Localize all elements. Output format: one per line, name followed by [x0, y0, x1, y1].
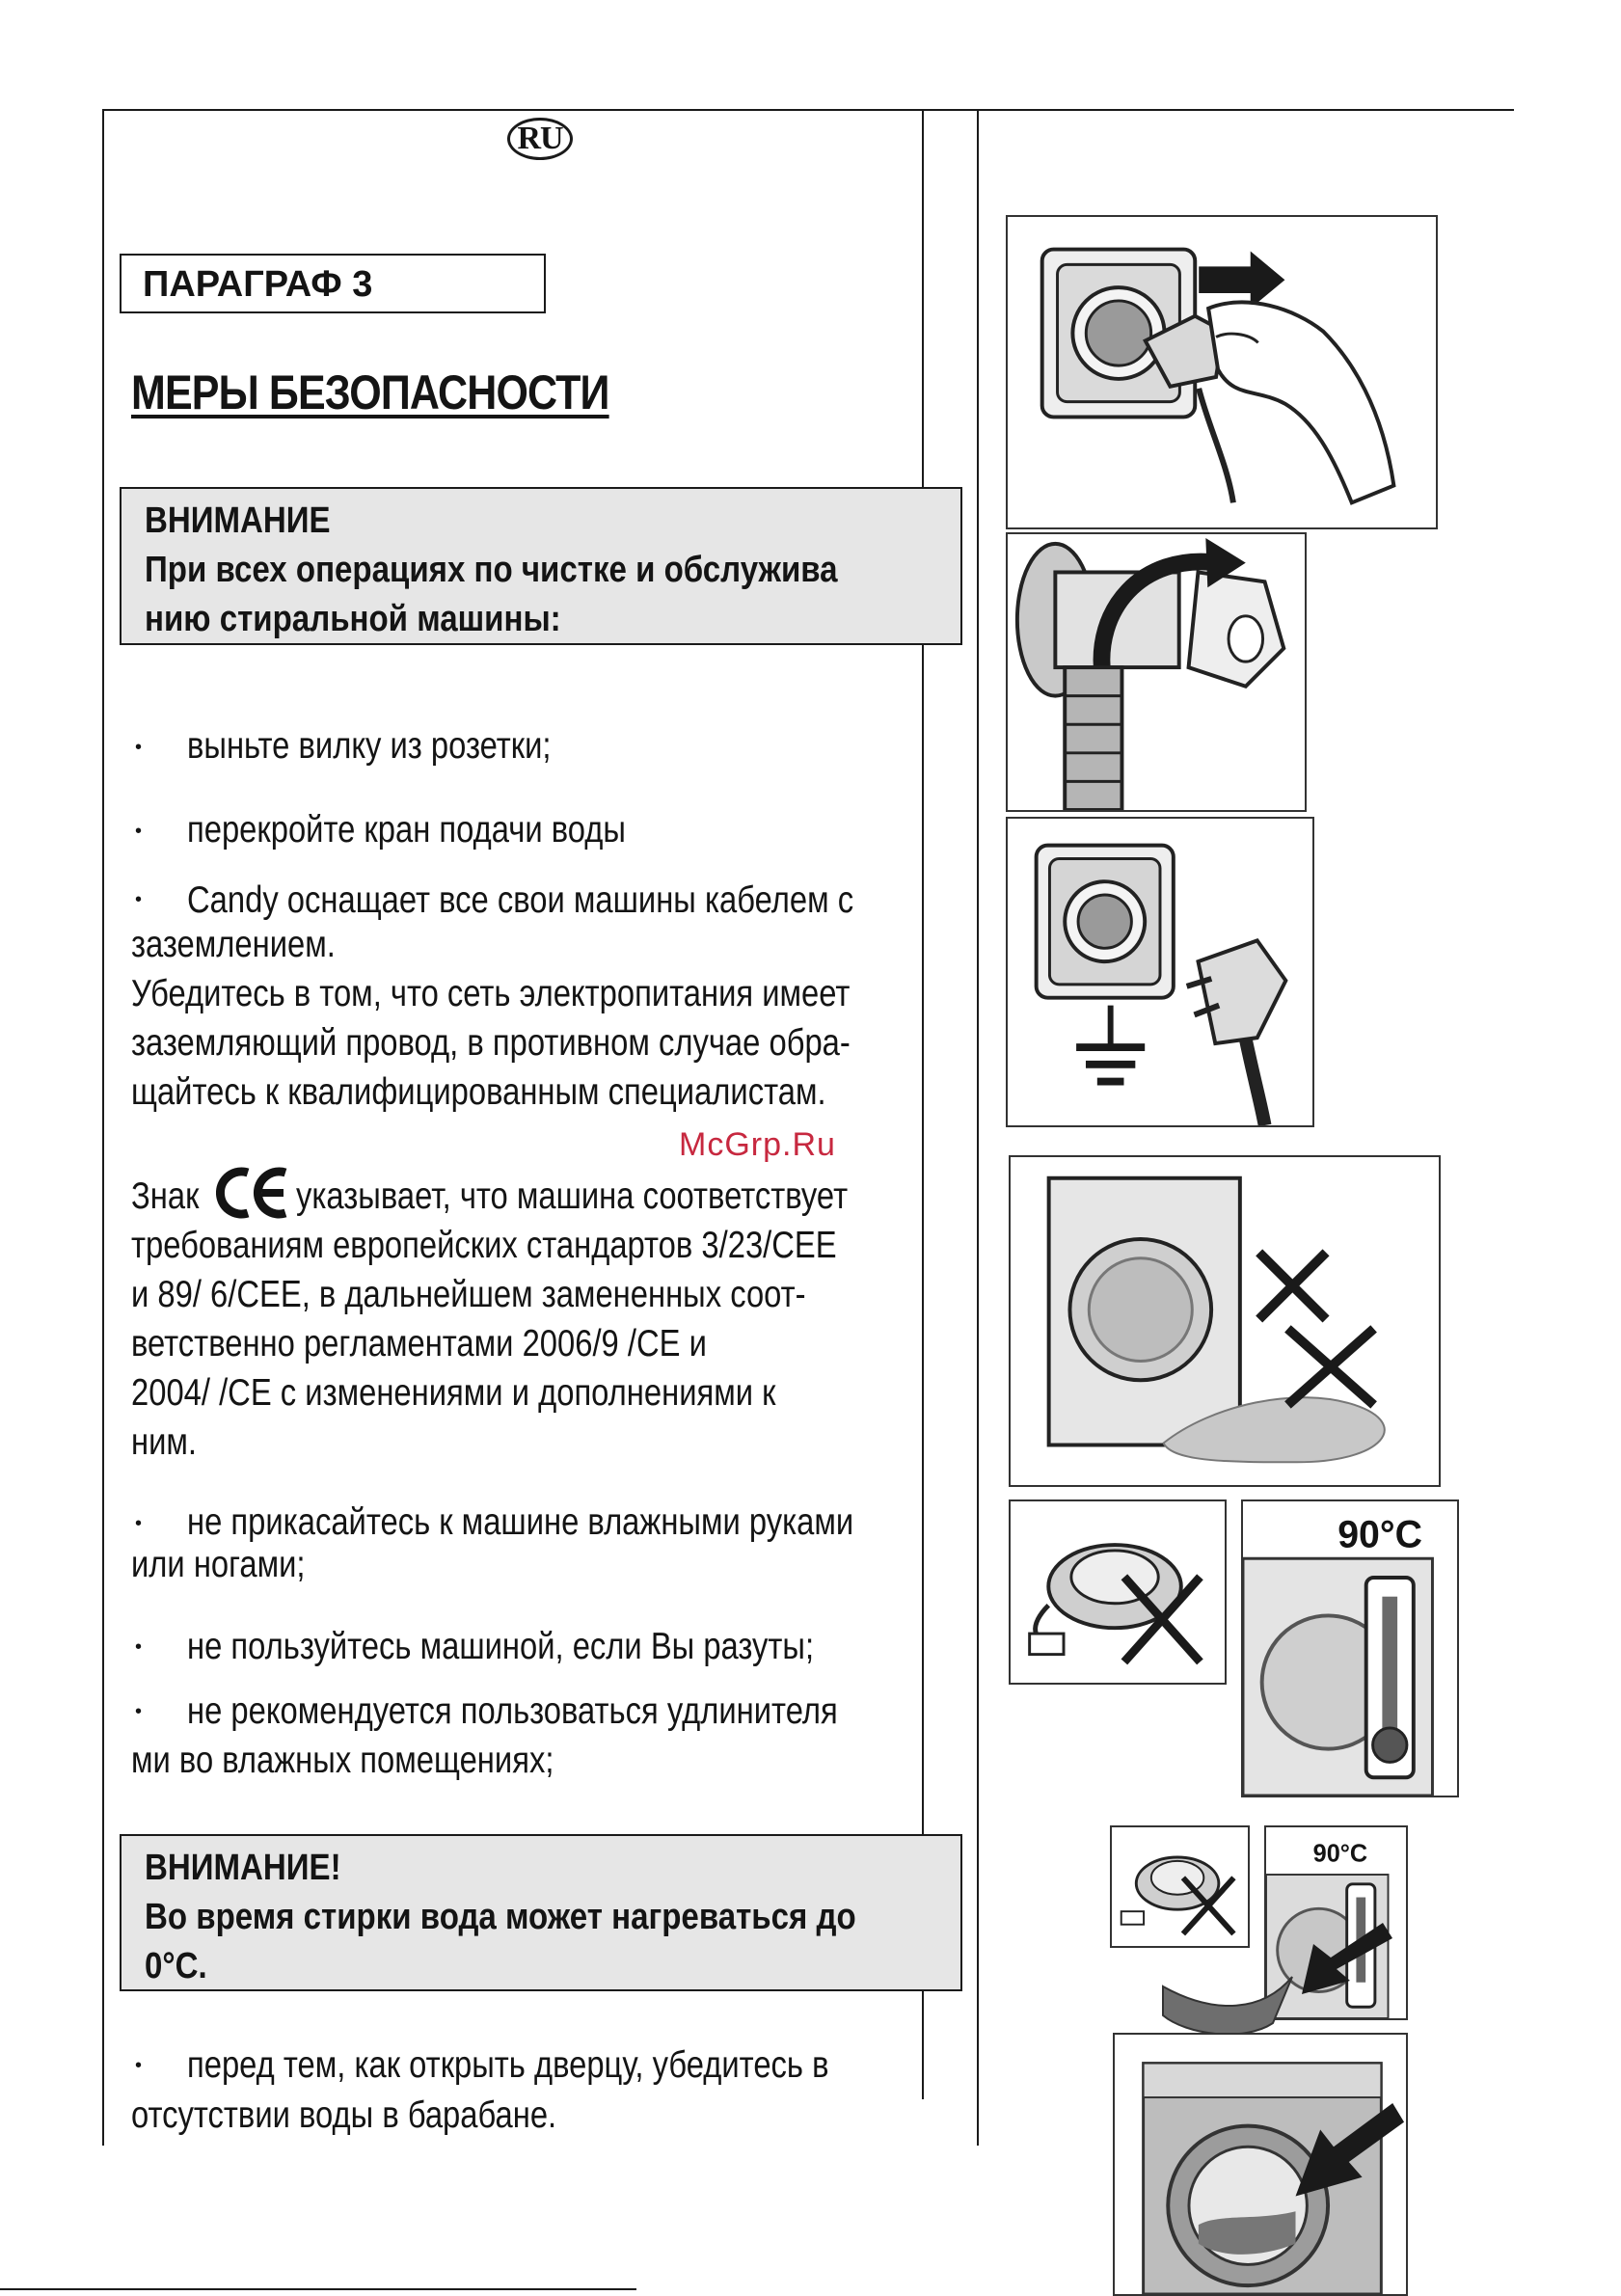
left-rule [102, 109, 104, 2146]
column-divider-left [922, 109, 924, 2099]
bullet-icon: • [135, 1513, 143, 1534]
ce-prefix: Знак [131, 1175, 200, 1217]
item-grounding-line: щайтесь к квалифицированным специалистам. [131, 1071, 826, 1113]
ce-mark-icon [216, 1163, 291, 1223]
illustration-no-extension-cord [1009, 1499, 1227, 1685]
temp-label-large: 90°C [1337, 1513, 1423, 1556]
bullet-icon: • [135, 821, 143, 842]
top-rule [102, 109, 1514, 111]
item-close-tap: перекройте кран подачи воды [187, 809, 626, 851]
bullet-icon: • [135, 1701, 143, 1722]
illustration-hot-water-90c [1241, 1499, 1459, 1797]
temp-label-small: 90°C [1312, 1840, 1368, 1868]
illustration-no-wet-floor [1009, 1155, 1441, 1487]
item-grounding-line: Убедитесь в том, что сеть электропитания имеет [131, 973, 851, 1014]
ce-text-line: указывает, что машина соответствует [296, 1175, 849, 1217]
illustration-unplug [1006, 215, 1438, 529]
illustration-water-tap [1006, 532, 1307, 812]
illustration-grounded-plug [1006, 817, 1314, 1127]
warning-box-maintenance [120, 487, 962, 645]
warning-heading: ВНИМАНИЕ! [145, 1848, 341, 1888]
bullet-icon: • [135, 2055, 143, 2076]
warning-heading: ВНИМАНИЕ [145, 500, 331, 541]
warning-box-hot-water [120, 1834, 962, 1991]
item-barefoot: не пользуйтесь машиной, если Вы разуты; [187, 1626, 815, 1667]
page-title: МЕРЫ БЕЗОПАСНОСТИ [131, 365, 609, 419]
bullet-icon: • [135, 889, 143, 910]
bullet-icon: • [135, 737, 143, 758]
bullet-icon: • [135, 1636, 143, 1658]
watermark: McGrp.Ru [679, 1126, 836, 1163]
column-divider-right [977, 109, 979, 2146]
final-item-line: отсутствии воды в барабане. [131, 2094, 557, 2136]
ce-text-line: 2004/ /CE с изменениями и дополнениями к [131, 1372, 776, 1414]
language-badge: RU [507, 118, 573, 160]
item-extension-line: не рекомендуется пользоваться удлинителя [187, 1690, 838, 1732]
item-wet-hands-line: не прикасайтесь к машине влажными руками [187, 1501, 854, 1543]
ce-text-line: требованиям европейских стандартов 3/23/CEE [131, 1225, 837, 1266]
hot-water-arrow-icon [1157, 1919, 1398, 2035]
item-grounding-line: Candy оснащает все свои машины кабелем с [187, 879, 854, 921]
item-grounding-line: заземлением. [131, 924, 336, 965]
ce-text-line: и 89/ 6/CEE, в дальнейшем замененных соот- [131, 1274, 806, 1315]
warning-text-line: При всех операциях по чистке и обслужива [145, 550, 838, 590]
warning-text-line: Во время стирки вода может нагреваться до [145, 1897, 856, 1937]
item-wet-hands-line: или ногами; [131, 1544, 306, 1585]
warning-text-line: 0°C. [145, 1946, 207, 1986]
paragraph-label: ПАРАГРАФ 3 [120, 254, 546, 313]
ce-text-line: ним. [131, 1421, 198, 1463]
warning-text-line: нию стиральной машины: [145, 599, 561, 639]
bottom-rule [0, 2288, 636, 2290]
item-extension-line: ми во влажных помещениях; [131, 1740, 554, 1781]
ce-text-line: ветственно регламентами 2006/9 /CE и [131, 1323, 707, 1364]
illustration-check-drum-water [1113, 2033, 1408, 2296]
item-unplug: выньте вилку из розетки; [187, 725, 552, 767]
final-item-line: перед тем, как открыть дверцу, убедитесь в [187, 2044, 829, 2086]
item-grounding-line: заземляющий провод, в противном случае обра- [131, 1022, 851, 1064]
